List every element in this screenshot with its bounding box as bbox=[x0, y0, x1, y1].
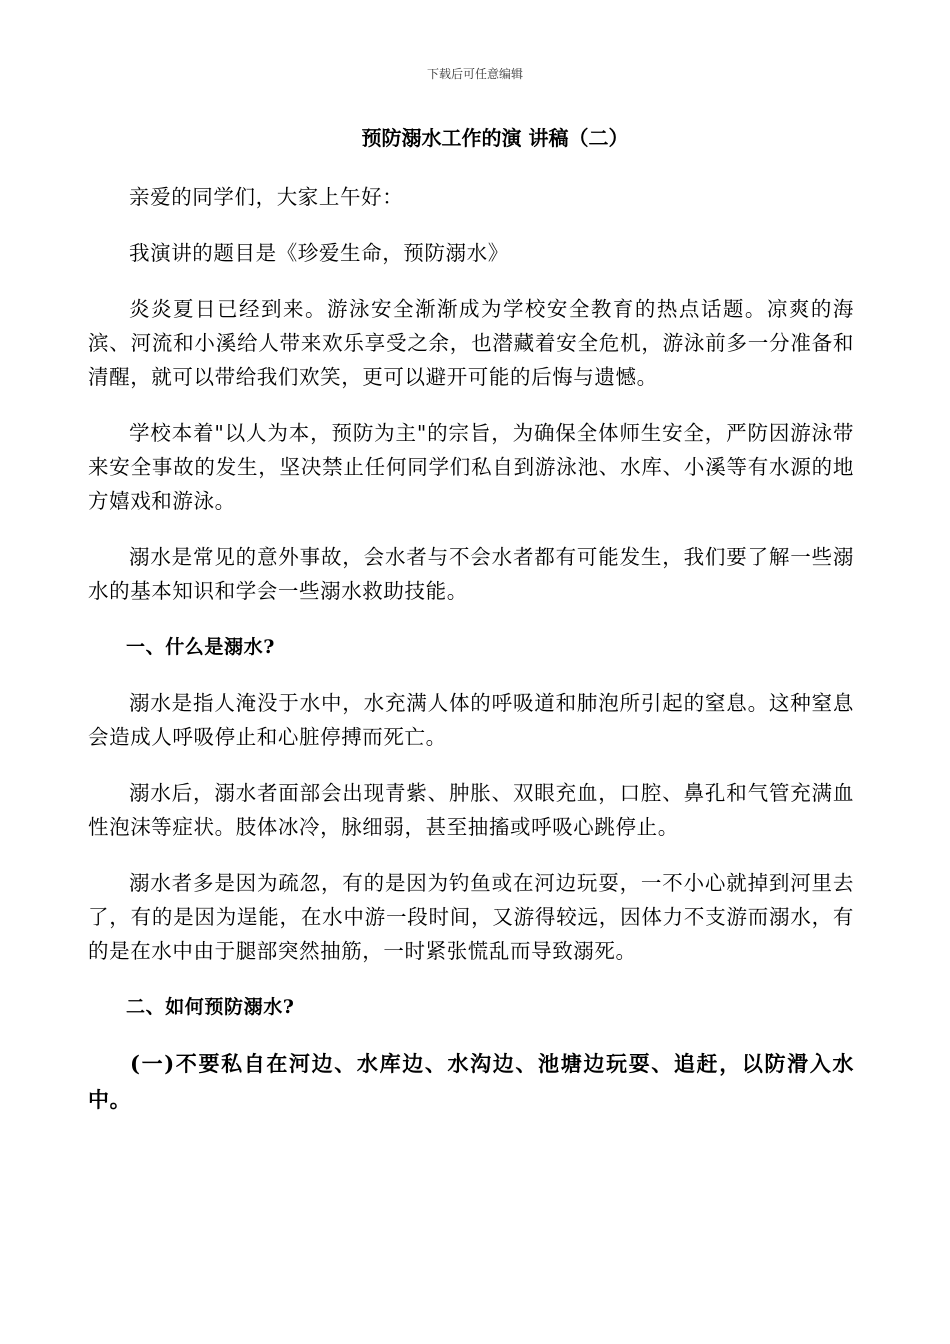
paragraph-symptoms: 溺水后，溺水者面部会出现青紫、肿胀、双眼充血，口腔、鼻孔和气管充满血性泡沫等症状。肢体冰冷，脉细弱，甚至抽搐或呼吸心跳停止。 bbox=[88, 781, 854, 839]
header-note: 下载后可任意编辑 bbox=[426, 67, 523, 81]
prevention-item-1: (一)不要私自在河边、水库边、水沟边、池塘边玩耍、追赶，以防滑入水中。 bbox=[88, 1051, 854, 1112]
paragraph-school-policy: 学校本着"以人为本，预防为主"的宗旨，为确保全体师生安全，严防因游泳带来安全事故的发生，坚决禁止任何同学们私自到游泳池、水库、小溪等有水源的地方嬉戏和游泳。 bbox=[88, 421, 854, 513]
document-body bbox=[88, 180, 854, 1140]
paragraph-definition: 溺水是指人淹没于水中，水充满人体的呼吸道和肺泡所引起的窒息。这种窒息会造成人呼吸停止和心脏停搏而死亡。 bbox=[88, 691, 854, 749]
document-title: 预防溺水工作的演 讲稿（二） bbox=[361, 126, 629, 150]
section-heading-how-to-prevent: 二、如何预防溺水? bbox=[126, 996, 295, 1018]
paragraph-drowning-intro: 溺水是常见的意外事故，会水者与不会水者都有可能发生，我们要了解一些溺水的基本知识和学会一些溺水救助技能。 bbox=[88, 545, 854, 603]
paragraph-causes: 溺水者多是因为疏忽，有的是因为钓鱼或在河边玩耍，一不小心就掉到河里去了，有的是因为逞能，在水中游一段时间，又游得较远，因体力不支游而溺水，有的是在水中由于腿部突然抽筋，一时紧张慌乱而导致溺死。 bbox=[88, 871, 854, 963]
paragraph-summer: 炎炎夏日已经到来。游泳安全渐渐成为学校安全教育的热点话题。凉爽的海滨、河流和小溪给人带来欢乐享受之余，也潜藏着安全危机，游泳前多一分准备和清醒，就可以带给我们欢笑，更可以避开可能的后悔与遗憾。 bbox=[88, 297, 854, 389]
section-heading-what-is-drowning: 一、什么是溺水? bbox=[126, 636, 275, 658]
paragraph-greeting: 亲爱的同学们，大家上午好： bbox=[129, 185, 404, 209]
paragraph-topic: 我演讲的题目是《珍爱生命，预防溺水》 bbox=[129, 241, 509, 265]
